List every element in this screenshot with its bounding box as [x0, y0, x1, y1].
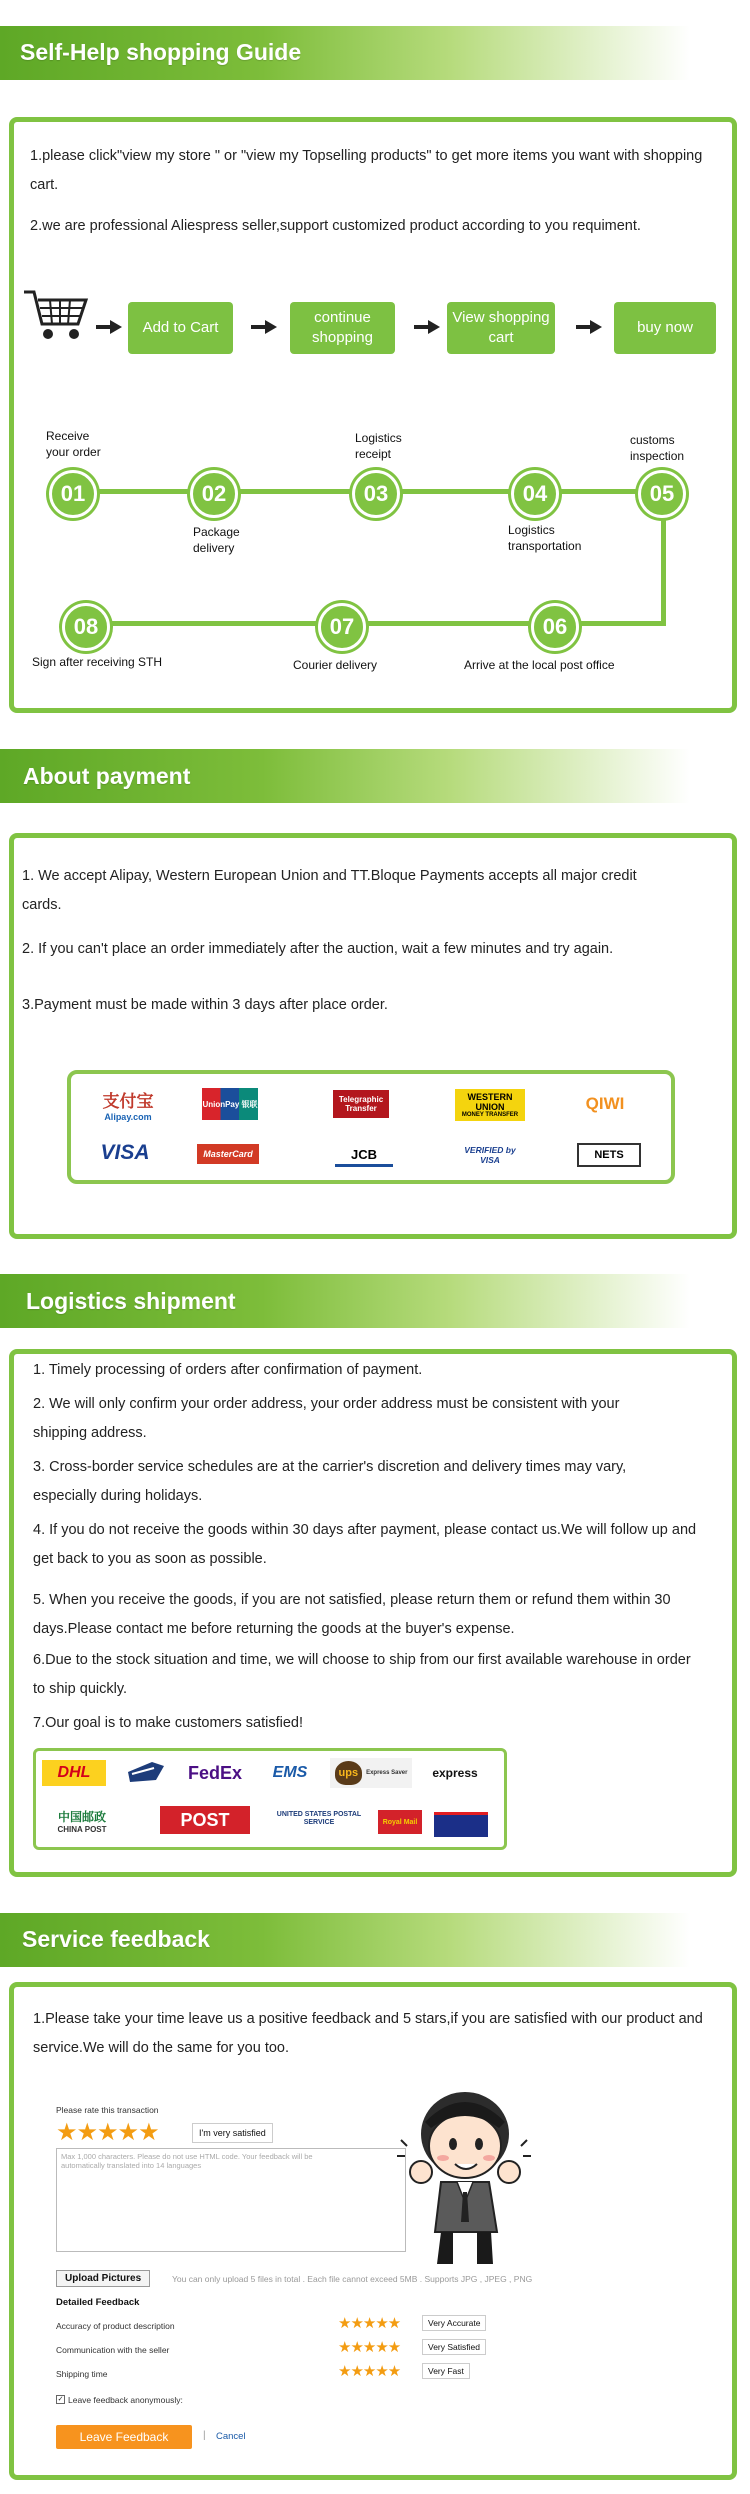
detail-row-badge-2: Very Satisfied [422, 2339, 486, 2355]
logistics-item-6: 6.Due to the stock situation and time, we will choose to ship from our first available warehouse in order to ship quickly. [33, 1652, 691, 1697]
view-cart-step: View shopping cart [447, 302, 555, 354]
anonymous-label: Leave feedback anonymously: [68, 2395, 183, 2405]
process-step-04: 04 [511, 470, 559, 518]
express-logo: express [432, 1766, 478, 1780]
mastercard-logo: MasterCard [197, 1144, 259, 1164]
star-icon: ★ [56, 2119, 77, 2146]
feedback-banner [0, 1913, 750, 1967]
logistics-item-3: 3. Cross-border service schedules are at the carrier's discretion and delivery times may vary, especially during holidays. [33, 1459, 627, 1504]
logistics-item-7: 7.Our goal is to make customers satisfied! [33, 1715, 303, 1731]
detail-row-badge-1: Very Accurate [422, 2315, 486, 2331]
logistics-item-2: 2. We will only confirm your order address, your order address must be consistent with your shipping address. [33, 1396, 620, 1441]
detail-row-label-2: Communication with the seller [56, 2345, 170, 2355]
upload-note: You can only upload 5 files in total . Each file cannot exceed 5MB . Supports JPG , JPEG , PNG [172, 2274, 533, 2284]
process-step-06: 06 [531, 603, 579, 651]
shopping-cart-icon [22, 286, 92, 346]
logistics-item-5: 5. When you receive the goods, if you are not satisfied, please return them or refund them within 30 days.Please contact me before returning the goods at the buyer's expense. [33, 1592, 671, 1637]
process-label-05: customs inspection [630, 433, 685, 463]
guide-para-2: 2.we are professional Aliespress seller,support customized product according to you requiment. [30, 218, 641, 234]
guide-para-1: 1.please click"view my store " or "view my Topselling products" to get more items you want with shopping cart. [30, 148, 703, 193]
nets-logo: NETS [577, 1143, 641, 1167]
visa-logo: VISA [100, 1141, 150, 1164]
logistics-item-1: 1. Timely processing of orders after confirmation of payment. [33, 1362, 423, 1378]
logistics-title: Logistics shipment [26, 1288, 236, 1314]
post-logo [434, 1812, 488, 1837]
rating-stars[interactable] [56, 2118, 159, 2147]
process-step-01: 01 [49, 470, 97, 518]
process-label-01: Receive your order [46, 429, 101, 459]
star-icon: ★ [138, 2119, 159, 2146]
process-step-07: 07 [318, 603, 366, 651]
buy-now-step: buy now [614, 302, 716, 354]
process-label-07: Courier delivery [293, 658, 378, 672]
process-label-06: Arrive at the local post office [464, 658, 615, 672]
western-union-logo: WESTERN UNION MONEY TRANSFER [455, 1089, 525, 1121]
process-label-02: Package delivery [193, 525, 240, 555]
feedback-textarea[interactable] [56, 2148, 406, 2252]
process-step-03: 03 [352, 470, 400, 518]
star-icon: ★ [117, 2119, 139, 2146]
royal-mail-logo: Royal Mail [378, 1810, 422, 1834]
jcb-logo: JCB [335, 1144, 393, 1167]
arrow-icon [590, 320, 602, 334]
telegraphic-transfer-logo: Telegraphic Transfer [333, 1090, 389, 1118]
logistics-banner [0, 1274, 750, 1328]
payment-para-1: 1. We accept Alipay, Western European Union and TT.Bloque Payments accepts all major credit cards. [22, 868, 637, 913]
divider: | [203, 2430, 206, 2441]
usps-logo: UNITED STATES POSTAL SERVICE [276, 1811, 362, 1826]
fedex-logo: FedEx [187, 1762, 243, 1783]
ems-logo: EMS [272, 1764, 308, 1781]
feedback-para-1: 1.Please take your time leave us a positive feedback and 5 stars,if you are satisfied with our product and service.We will do the same for you too. [33, 2011, 703, 2056]
detailed-feedback-heading: Detailed Feedback [56, 2297, 140, 2308]
leave-feedback-button[interactable]: Leave Feedback [56, 2425, 192, 2449]
detail-row-stars-3[interactable]: ★★★★★ [338, 2363, 401, 2380]
detail-row-stars-2[interactable]: ★★★★★ [338, 2339, 401, 2356]
rating-badge: I'm very satisfied [192, 2123, 273, 2143]
qiwi-logo: QIWI [585, 1094, 625, 1113]
alipay-logo: 支付宝 Alipay.com [102, 1091, 154, 1122]
process-step-05: 05 [638, 470, 686, 518]
ups-logo: ups Express Saver [330, 1758, 412, 1788]
rate-label: Please rate this transaction [56, 2105, 159, 2115]
hongkong-post-logo: POST [160, 1806, 250, 1834]
verified-by-visa-logo: VERIFIED by VISA [464, 1145, 516, 1165]
payment-para-3: 3.Payment must be made within 3 days after place order. [22, 997, 388, 1013]
china-post-logo: 中国邮政 CHINA POST [57, 1810, 107, 1834]
cartoon-boy-illustration [395, 2082, 533, 2272]
detail-row-stars-1[interactable]: ★★★★★ [338, 2315, 401, 2332]
process-step-08: 08 [62, 603, 110, 651]
process-label-08: Sign after receiving STH [32, 655, 163, 669]
upload-pictures-button[interactable]: Upload Pictures [56, 2270, 150, 2287]
anonymous-checkbox[interactable]: ✓ [57, 2396, 64, 2403]
guide-title: Self-Help shopping Guide [20, 39, 302, 65]
detail-row-label-3: Shipping time [56, 2369, 108, 2379]
dhl-logo: DHL [42, 1760, 106, 1786]
continue-shopping-step: continue shopping [290, 302, 395, 354]
process-label-03: Logistics receipt [355, 431, 402, 461]
cancel-link[interactable]: Cancel [216, 2431, 246, 2442]
payment-title: About payment [23, 763, 191, 789]
usps-eagle-icon [126, 1758, 166, 1788]
unionpay-logo: UnionPay 银联 [202, 1088, 258, 1120]
arrow-icon [428, 320, 440, 334]
payment-banner [0, 749, 750, 803]
detail-row-badge-3: Very Fast [422, 2363, 470, 2379]
logistics-item-4: 4. If you do not receive the goods within 30 days after payment, please contact us.We will follow up and get back to you as soon as possible. [33, 1522, 697, 1567]
star-icon: ★ [76, 2119, 98, 2146]
arrow-icon [265, 320, 277, 334]
payment-para-2: 2. If you can't place an order immediately after the auction, wait a few minutes and try again. [22, 941, 614, 957]
process-label-04: Logistics transportation [508, 523, 582, 553]
add-to-cart-step: Add to Cart [128, 302, 233, 354]
arrow-icon [110, 320, 122, 334]
star-icon: ★ [97, 2119, 118, 2146]
guide-banner [0, 26, 750, 80]
textarea-placeholder: Max 1,000 characters. Please do not use HTML code. Your feedback will be automatically translated into 14 languages [61, 2152, 313, 2170]
detail-row-label-1: Accuracy of product description [56, 2321, 175, 2331]
feedback-title: Service feedback [22, 1926, 210, 1952]
process-step-02: 02 [190, 470, 238, 518]
